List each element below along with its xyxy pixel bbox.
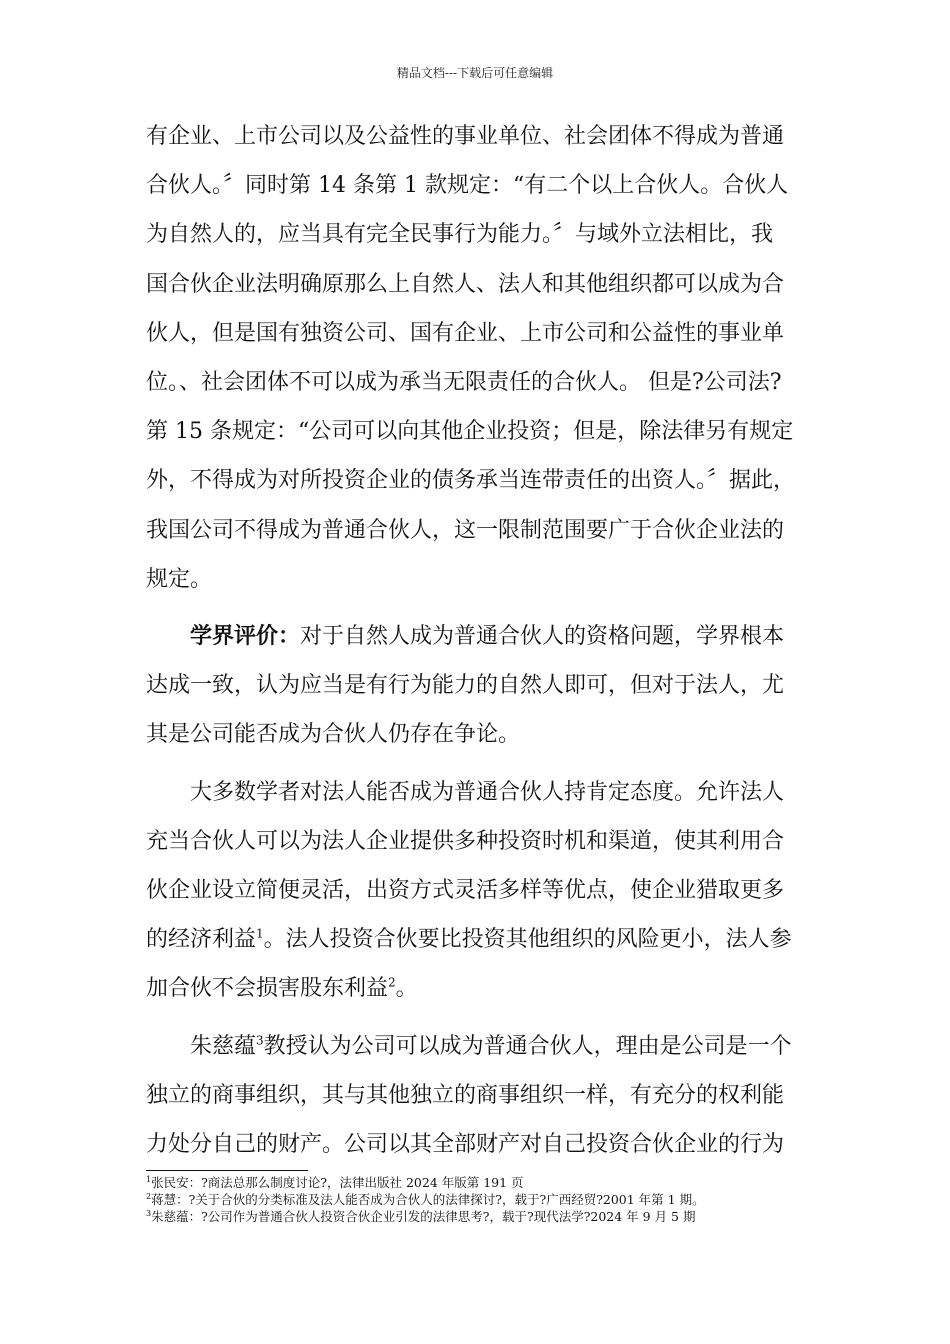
text-line: 力处分自己的财产。公司以其全部财产对自己投资合伙企业的行为 (146, 1132, 785, 1158)
text-line: 位。、社会团体不可以成为承当无限责任的合伙人。 但是?公司法? (146, 370, 782, 396)
text-line: 充当合伙人可以为法人企业提供多种投资时机和渠道，使其利用合 (146, 828, 785, 854)
text-line: 第 15 条规定：“公司可以向其他企业投资；但是，除法律另有规定 (146, 419, 794, 445)
text-line: 大多数学者对法人能否成为普通合伙人持肯定态度。允许法人 (190, 779, 785, 805)
text-line: 为自然人的，应当具有完全民事行为能力。〞与域外立法相比，我 (146, 222, 774, 248)
text-line: 伙企业设立简便灵活，出资方式灵活多样等优点，使企业猎取更多 (146, 878, 785, 904)
text-run: 加合伙不会损害股东利益 (146, 976, 389, 1002)
footnote (146, 1174, 846, 1191)
text-run: 教授认为公司可以成为普通合伙人，理由是公司是一个 (263, 1033, 792, 1059)
text-line (146, 1022, 810, 1071)
text-line (146, 612, 810, 661)
footnote-divider (146, 1170, 308, 1171)
text-line: 规定。 (146, 566, 213, 592)
page-header: 精品文档---下载后可任意编辑 (396, 66, 554, 80)
text-line: 我国公司不得成为普通合伙人，这一限制范围要广于合伙企业法的 (146, 517, 785, 543)
text-line (146, 915, 810, 964)
text-run: 。 (395, 976, 418, 1002)
text-line (146, 964, 810, 1013)
text-line: 合伙人。〞同时第 14 条第 1 款规定：“有二个以上合伙人。合伙人 (146, 173, 789, 199)
footnote-text: 蒋慧：?关于合伙的分类标准及法人能否成为合伙人的法律探讨?，载于?广西经贸?2001 年第 1 期。 (151, 1192, 705, 1207)
text-line: 其是公司能否成为合伙人仍存在争论。 (146, 722, 521, 748)
text-line: 独立的商事组织，其与其他独立的商事组织一样，有充分的权利能 (146, 1082, 785, 1108)
text-line: 外，不得成为对所投资企业的债务承当连带责任的出资人。〞据此， (146, 468, 796, 494)
text-run: 。法人投资合伙要比投资其他组织的风险更小，法人参 (263, 927, 792, 953)
footnotes (146, 1174, 846, 1225)
footnote-number: 3 (146, 1208, 152, 1218)
footnote-text: 张民安：?商法总那么制度讨论?，法律出版社 2024 年版第 191 页 (151, 1175, 524, 1190)
document-body (146, 112, 810, 1169)
paragraph-1 (146, 112, 810, 604)
footnote-number: 2 (146, 1191, 152, 1201)
footnote-number: 1 (146, 1174, 152, 1184)
text-line: 国合伙企业法明确原那么上自然人、法人和其他组织都可以成为合 (146, 271, 785, 297)
bold-heading: 学界评价： (190, 623, 301, 650)
footnote-ref: 3 (256, 1033, 264, 1048)
text-line: 伙人，但是国有独资公司、国有企业、上市公司和公益性的事业单 (146, 320, 785, 346)
text-run: 朱慈蕴 (190, 1033, 257, 1059)
footnote-ref: 1 (256, 926, 264, 941)
paragraph-4 (146, 1022, 810, 1170)
footnote (146, 1208, 846, 1225)
footnote (146, 1191, 846, 1208)
paragraph-2 (146, 612, 810, 760)
text-run: 的经济利益 (146, 927, 257, 953)
paragraph-3 (146, 768, 810, 1014)
footnote-text: 朱慈蕴：?公司作为普通合伙人投资合伙企业引发的法律思考?，载于?现代法学?2024 年 9 月 5 期 (151, 1209, 696, 1224)
text-line: 达成一致，认为应当是有行为能力的自然人即可，但对于法人，尤 (146, 673, 785, 699)
footnote-ref: 2 (388, 976, 396, 991)
text-line: 有企业、上市公司以及公益性的事业单位、社会团体不得成为普通 (146, 124, 785, 149)
text-run: 对于自然人成为普通合伙人的资格问题，学界根本 (300, 624, 785, 650)
